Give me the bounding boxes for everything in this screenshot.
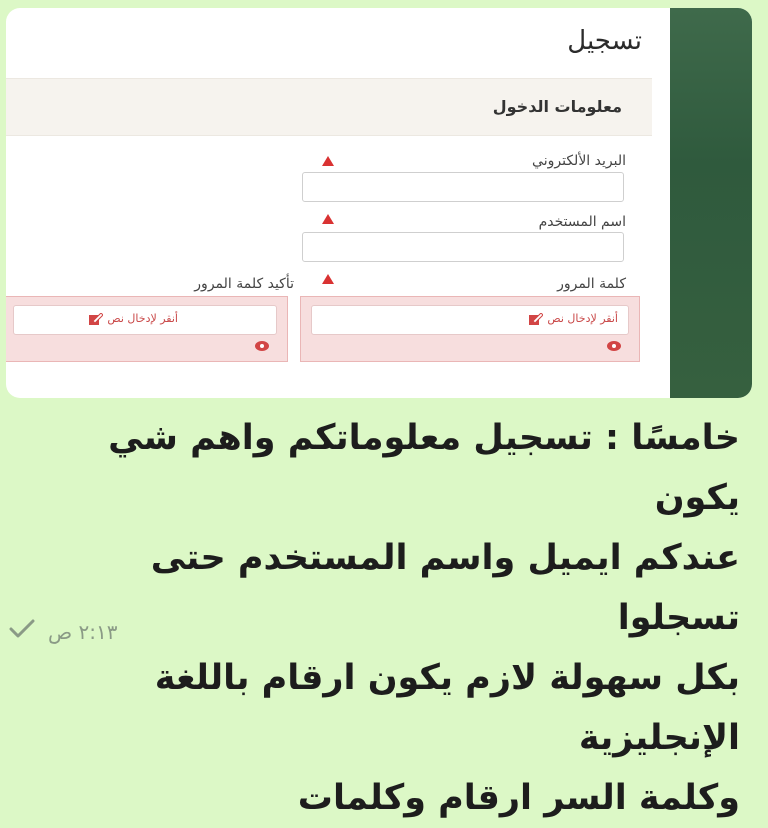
registration-screenshot — [6, 8, 752, 398]
username-input[interactable] — [302, 232, 624, 262]
message-line: عندكم ايميل واسم المستخدم حتى تسجلوا — [150, 538, 740, 638]
message-line: خامسًا : تسجيل معلوماتكم واهم شي يكون — [108, 418, 740, 518]
confirm-password-label: تأكيد كلمة المرور — [194, 276, 294, 292]
warning-icon — [322, 156, 334, 166]
username-label: اسم المستخدم — [538, 214, 626, 230]
eye-icon[interactable] — [255, 341, 269, 351]
password-field — [300, 296, 640, 362]
section-title: معلومات الدخول — [492, 97, 622, 116]
warning-icon — [322, 274, 334, 284]
confirm-password-field — [6, 296, 288, 362]
side-panel — [670, 8, 752, 398]
password-label: كلمة المرور — [557, 276, 626, 292]
eye-icon[interactable] — [607, 341, 621, 351]
message-time: ٢:١٣ ص — [48, 620, 118, 644]
confirm-password-input[interactable] — [13, 305, 277, 335]
password-hint: أنقر لإدخال نص — [529, 312, 618, 325]
login-info-section — [6, 78, 652, 136]
email-label: البريد الألكتروني — [532, 153, 626, 169]
warning-icon — [322, 214, 334, 224]
edit-icon — [89, 313, 103, 325]
message-line: وكلمة السر ارقام وكلمات — [297, 778, 740, 818]
confirm-password-hint: أنقر لإدخال نص — [89, 312, 178, 325]
message-text — [20, 408, 740, 828]
edit-icon — [529, 313, 543, 325]
message-line: بكل سهولة لازم يكون ارقام باللغة الإنجليزية — [154, 658, 740, 758]
password-input[interactable] — [311, 305, 629, 335]
check-icon — [8, 618, 36, 644]
page-title: تسجيل — [567, 26, 642, 56]
email-input[interactable] — [302, 172, 624, 202]
